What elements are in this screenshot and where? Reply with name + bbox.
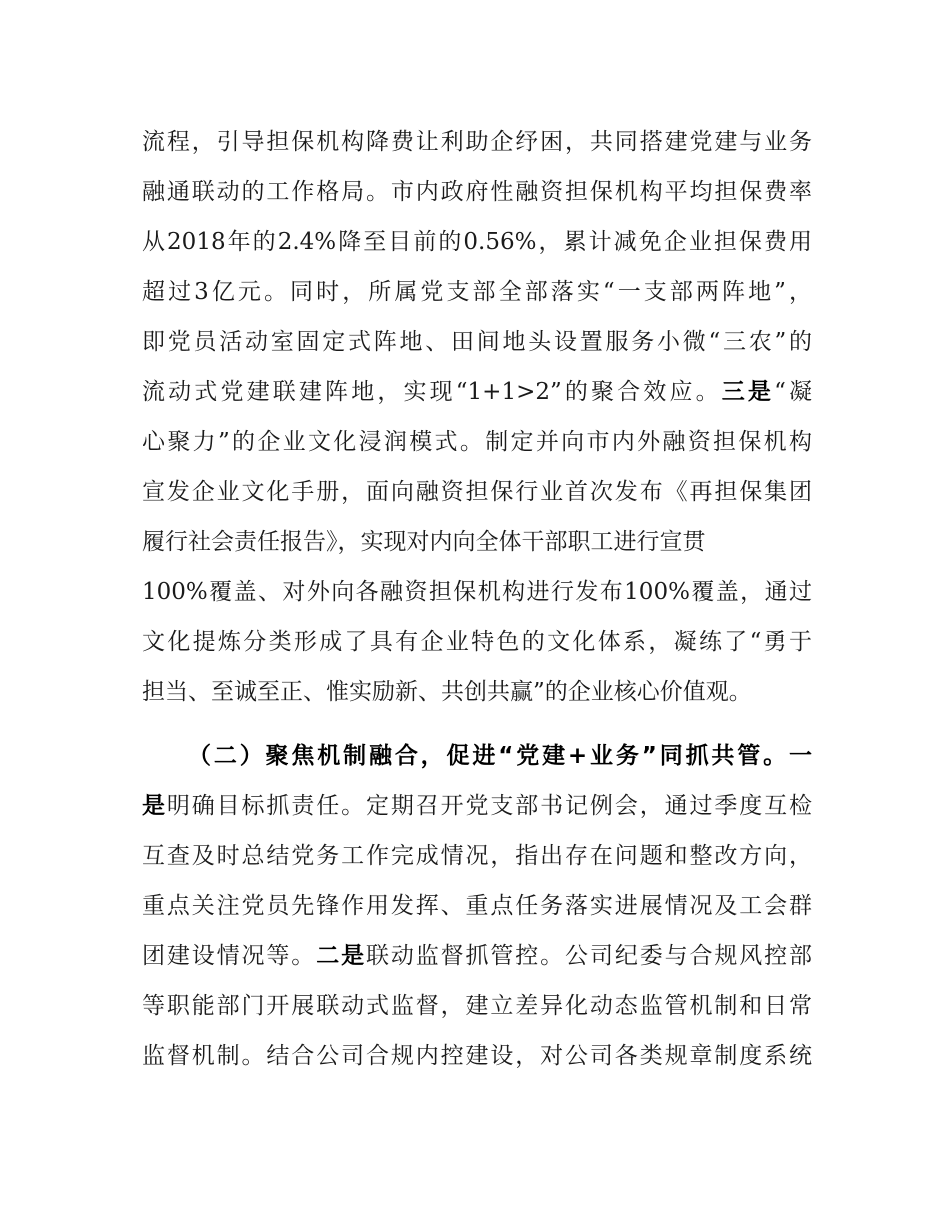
bold-marker: 二是	[316, 943, 366, 969]
paragraph-line: 流程，引导担保机构降费让利助企纾困，共同搭建党建与业务	[142, 129, 812, 155]
section-heading: （二）聚焦机制融合，促进“党建+业务”同抓共管。一	[188, 743, 812, 769]
paragraph-line-mixed	[142, 936, 812, 976]
paragraph-line: 宣发企业文化手册，面向融资担保行业首次发布《再担保集团	[142, 479, 812, 505]
paragraph-line: 即党员活动室固定式阵地、田间地头设置服务小微“三农”的	[142, 329, 812, 355]
paragraph-line: 互查及时总结党务工作完成情况，指出存在问题和整改方向，	[142, 843, 812, 869]
paragraph-line-mixed	[142, 372, 812, 412]
paragraph-text: “凝	[774, 379, 812, 405]
paragraph-text: 团建设情况等。	[142, 943, 317, 969]
bold-marker: 三是	[721, 379, 775, 405]
paragraph-text: 流动式党建联建阵地，实现“1+1>2”的聚合效应。	[142, 379, 722, 405]
paragraph-line: 担当、至诚至正、惟实励新、共创共赢”的企业核心价值观。	[142, 679, 752, 705]
paragraph-line: 等职能部门开展联动式监督，建立差异化动态监管机制和日常	[142, 993, 812, 1019]
bold-marker: 是	[142, 793, 167, 819]
paragraph-line: 从2018年的2.4%降至目前的0.56%，累计减免企业担保费用	[142, 229, 812, 255]
paragraph-line: 融通联动的工作格局。市内政府性融资担保机构平均担保费率	[142, 179, 812, 205]
paragraph-text: 联动监督抓管控。公司纪委与合规风控部	[365, 943, 813, 969]
paragraph-line: 超过3亿元。同时，所属党支部全部落实“一支部两阵地”，	[142, 279, 812, 305]
paragraph-line-mixed	[142, 786, 812, 826]
paragraph-line: 100%覆盖、对外向各融资担保机构进行发布100%覆盖，通过	[142, 579, 812, 605]
paragraph-line: 履行社会责任报告》，实现对内向全体干部职工进行宣贯	[142, 529, 706, 555]
paragraph-line: 监督机制。结合公司合规内控建设，对公司各类规章制度系统	[142, 1043, 812, 1069]
paragraph-line: 文化提炼分类形成了具有企业特色的文化体系，凝练了“勇于	[142, 629, 812, 655]
paragraph-line: 重点关注党员先锋作用发挥、重点任务落实进展情况及工会群	[142, 893, 812, 919]
paragraph-line: 心聚力”的企业文化浸润模式。制定并向市内外融资担保机构	[142, 429, 812, 455]
paragraph-text: 明确目标抓责任。定期召开党支部书记例会，通过季度互检	[166, 793, 813, 819]
